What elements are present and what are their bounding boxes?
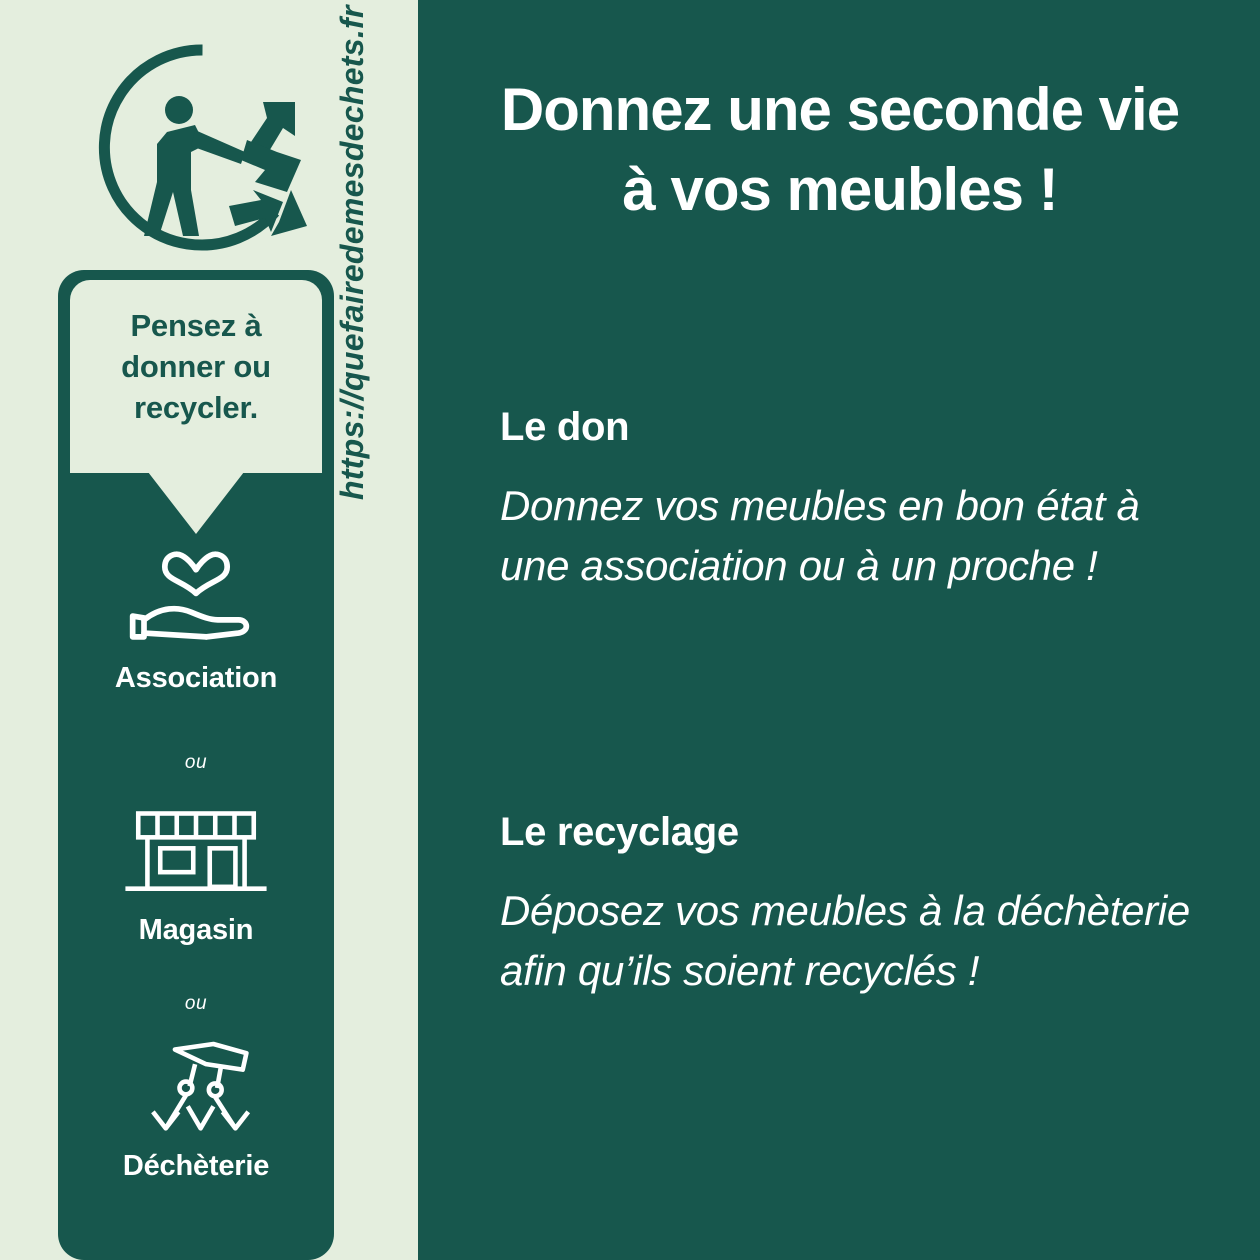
section-recyclage (500, 810, 1220, 1000)
shop-icon (58, 800, 334, 904)
callout-bubble-text (70, 305, 322, 429)
section-don-body: Donnez vos meubles en bon état à une association ou à un proche ! (500, 482, 1140, 589)
waste-collection-icon (58, 1036, 334, 1140)
callout-line-2: donner ou (121, 349, 271, 385)
step-magasin (58, 800, 334, 947)
separator-ou-1: ou (184, 752, 208, 773)
website-url[interactable]: https://quefairedemesdechets.fr (334, 5, 370, 500)
section-recyclage-body: Déposez vos meubles à la déchèterie afin qu’ils soient recyclés ! (500, 887, 1190, 994)
page-title-line-1: Donnez une seconde vie (500, 76, 1180, 143)
step-decheterie (58, 1036, 334, 1183)
recycling-person-icon (95, 40, 310, 255)
step-association-label: Association (114, 662, 278, 694)
section-don-title: Le don (500, 405, 630, 449)
callout-line-3: recycler. (133, 390, 259, 426)
hand-heart-icon (58, 548, 334, 652)
page-title (440, 70, 1240, 230)
step-decheterie-label: Déchèterie (122, 1150, 270, 1182)
separator-ou-2: ou (184, 993, 208, 1014)
page-title-line-2: à vos meubles ! (622, 155, 1058, 223)
section-don (500, 405, 1220, 595)
callout-line-1: Pensez à (130, 308, 262, 343)
section-recyclage-title: Le recyclage (500, 810, 739, 854)
step-magasin-label: Magasin (138, 914, 254, 946)
step-association (58, 548, 334, 695)
callout-bubble-tail (148, 472, 244, 534)
